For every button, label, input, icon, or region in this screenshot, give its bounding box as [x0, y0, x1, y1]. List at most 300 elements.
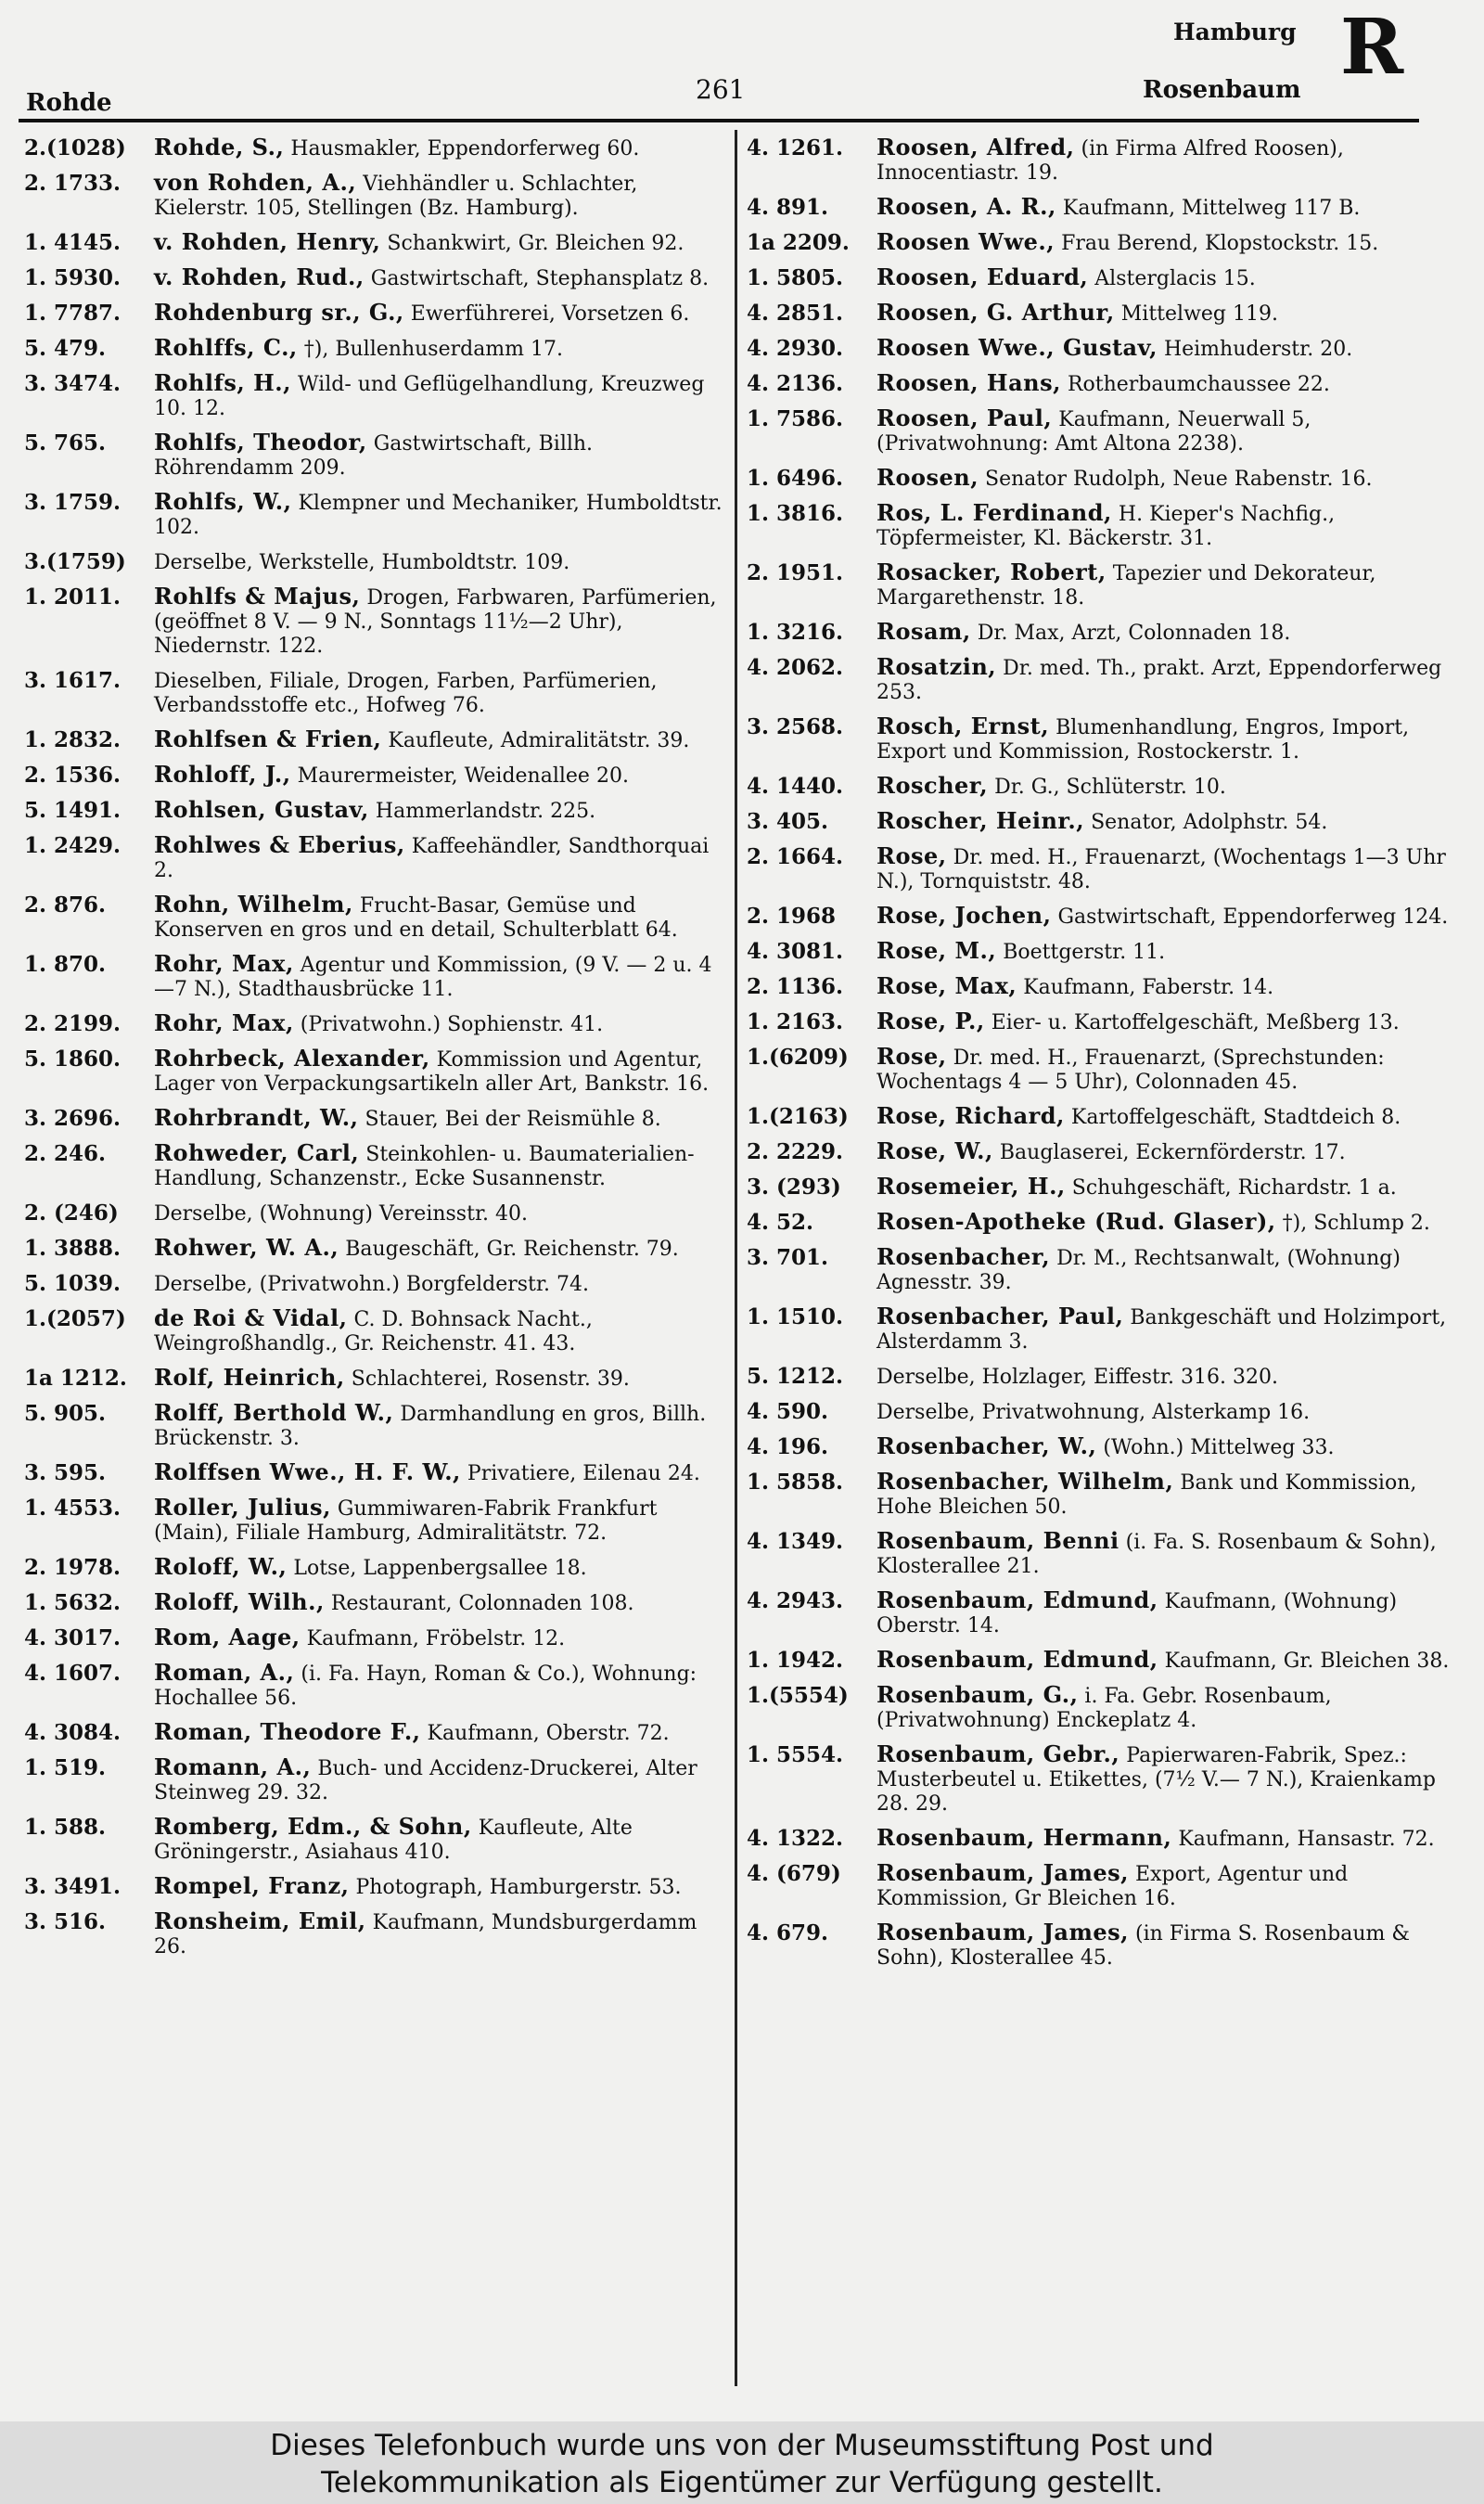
subscriber-name: Romann, A., — [154, 1753, 312, 1780]
subscriber-details: Heimhuderstr. 20. — [1163, 338, 1353, 361]
subscriber-details: Kaufmann, Fröbelstr. 12. — [306, 1627, 566, 1650]
subscriber-name: Rosenbaum, Edmund, — [876, 1646, 1158, 1673]
directory-entry — [24, 1496, 729, 1546]
directory-entry — [747, 336, 1452, 362]
phone-number: 4. 3081. — [747, 939, 844, 964]
subscriber-details: Kaufleute, Alte Gröningerstr., Asiahaus 410. — [154, 1817, 633, 1864]
directory-entry — [24, 230, 729, 256]
directory-entry — [24, 430, 729, 481]
phone-number: 4. 2062. — [747, 655, 844, 680]
phone-number: 3. 701. — [747, 1245, 829, 1270]
subscriber-name: de Roi & Vidal, — [154, 1304, 348, 1331]
subscriber-details: Rotherbaumchaussee 22. — [1067, 373, 1330, 396]
subscriber-name: Rosacker, Robert, — [876, 559, 1107, 585]
subscriber-name: v. Rohden, Henry, — [154, 228, 381, 255]
subscriber-details: Ewerführerei, Vorsetzen 6. — [410, 302, 690, 326]
phone-number: 1. 5805. — [747, 265, 844, 290]
subscriber-details: (in Firma Alfred Roosen), Innocentiastr. 19. — [876, 137, 1344, 185]
subscriber-name: Rohr, Max, — [154, 1009, 294, 1036]
subscriber-details: Kaffeehändler, Sandthorquai 2. — [154, 835, 710, 882]
phone-number: 3. 1759. — [24, 490, 122, 515]
section-letter: R — [1340, 3, 1404, 92]
phone-number: 1. 2163. — [747, 1009, 844, 1034]
subscriber-name: Rosenbaum, Edmund, — [876, 1586, 1158, 1613]
phone-number: 1.(6209) — [747, 1045, 849, 1070]
subscriber-name: Rose, — [876, 842, 947, 869]
subscriber-name: Rosenbaum, Gebr., — [876, 1740, 1120, 1767]
subscriber-name: Rosenbaum, G., — [876, 1681, 1079, 1708]
phone-number: 1. 588. — [24, 1815, 107, 1840]
subscriber-details: Kaufmann, Oberstr. 72. — [427, 1722, 670, 1745]
directory-entry — [747, 1683, 1452, 1733]
column-divider — [735, 130, 737, 2386]
subscriber-details: Kaufmann, Faberstr. 14. — [1023, 976, 1274, 999]
subscriber-details: Schuhgeschäft, Richardstr. 1 a. — [1071, 1176, 1397, 1200]
subscriber-details: Maurermeister, Weidenallee 20. — [297, 764, 629, 788]
directory-entry — [24, 668, 729, 718]
subscriber-details: Senator Rudolph, Neue Rabenstr. 16. — [985, 468, 1373, 491]
subscriber-name: Rohn, Wilhelm, — [154, 891, 353, 918]
directory-entry — [24, 727, 729, 753]
phone-number: 1. 519. — [24, 1755, 107, 1780]
phone-number: 4. 2136. — [747, 371, 844, 396]
subscriber-details: Gastwirtschaft, Billh. Röhrendamm 209. — [154, 432, 594, 480]
subscriber-details: Kaufmann, Mittelweg 117 B. — [1062, 197, 1361, 220]
directory-entry — [747, 1399, 1452, 1425]
phone-number: 3. 1617. — [24, 668, 122, 693]
directory-entry — [747, 195, 1452, 221]
directory-entry — [747, 1364, 1452, 1390]
phone-number: 3. 405. — [747, 809, 829, 834]
phone-number: 2. (246) — [24, 1201, 119, 1226]
subscriber-details: Derselbe, (Wohnung) Vereinsstr. 40. — [154, 1202, 529, 1226]
subscriber-name: Roosen Wwe., Gustav, — [876, 334, 1158, 361]
directory-entry — [747, 501, 1452, 551]
subscriber-name: Rohlfs, H., — [154, 369, 291, 396]
directory-entry — [747, 1245, 1452, 1295]
directory-entry — [24, 265, 729, 291]
city-heading: Hamburg — [1173, 19, 1297, 45]
subscriber-details: (Privatwohn.) Sophienstr. 41. — [300, 1013, 604, 1036]
subscriber-name: Rose, Richard, — [876, 1102, 1065, 1129]
directory-entry — [24, 892, 729, 943]
subscriber-details: Kartoffelgeschäft, Stadtdeich 8. — [1070, 1106, 1401, 1129]
subscriber-details: Gastwirtschaft, Stephansplatz 8. — [370, 267, 710, 290]
subscriber-details: Alsterglacis 15. — [1094, 267, 1256, 290]
phone-number: 5. 905. — [24, 1401, 107, 1426]
phone-number: 4. 3084. — [24, 1720, 122, 1745]
subscriber-name: Rose, P., — [876, 1008, 985, 1034]
directory-entry — [747, 655, 1452, 705]
subscriber-name: Rosch, Ernst, — [876, 713, 1050, 739]
subscriber-name: Rohrbrandt, W., — [154, 1104, 359, 1131]
phone-number: 1. 5858. — [747, 1470, 844, 1495]
phone-number: 2. 2199. — [24, 1011, 122, 1036]
subscriber-details: (in Firma S. Rosenbaum & Sohn), Klosterallee 45. — [876, 1922, 1410, 1970]
phone-number: 4. 1322. — [747, 1826, 844, 1851]
directory-entry — [747, 1304, 1452, 1355]
phone-number: 5. 1039. — [24, 1271, 122, 1296]
phone-number: 4. 1440. — [747, 774, 844, 799]
subscriber-name: Rohlffs, C., — [154, 334, 298, 361]
phone-number: 1. 3888. — [24, 1236, 122, 1261]
page-number: 261 — [696, 74, 746, 105]
subscriber-name: Rohlfs, W., — [154, 488, 292, 515]
subscriber-name: Rosen-Apotheke (Rud. Glaser), — [876, 1208, 1276, 1235]
directory-entry — [24, 952, 729, 1002]
subscriber-name: Rohlfs, Theodor, — [154, 429, 367, 456]
directory-entry — [24, 833, 729, 883]
subscriber-details: †), Schlump 2. — [1282, 1212, 1430, 1235]
phone-number: 1. 2832. — [24, 727, 122, 752]
subscriber-details: Darmhandlung en gros, Billh. Brückenstr. 3. — [154, 1403, 707, 1450]
subscriber-details: Tapezier und Dekorateur, Margarethenstr. 18. — [876, 562, 1376, 610]
subscriber-name: Roloff, W., — [154, 1553, 288, 1580]
subscriber-details: Schlachterei, Rosenstr. 39. — [351, 1368, 630, 1391]
subscriber-details: (Wohn.) Mittelweg 33. — [1103, 1436, 1335, 1459]
directory-entry — [747, 1434, 1452, 1460]
phone-number: 1. 3216. — [747, 620, 844, 645]
phone-number: 1. 2011. — [24, 584, 122, 610]
directory-entry — [747, 1104, 1452, 1130]
directory-entry — [24, 1590, 729, 1616]
subscriber-name: Rolff, Berthold W., — [154, 1399, 394, 1426]
subscriber-name: Roller, Julius, — [154, 1494, 331, 1521]
phone-number: 1. 3816. — [747, 501, 844, 526]
subscriber-name: Roosen, G. Arthur, — [876, 299, 1115, 326]
phone-number: 1. 2429. — [24, 833, 122, 858]
subscriber-details: Kaufmann, Gr. Bleichen 38. — [1164, 1650, 1450, 1673]
directory-entry — [747, 1045, 1452, 1095]
directory-entry — [24, 1271, 729, 1297]
subscriber-details: C. D. Bohnsack Nacht., Weingroßhandlg., Gr. Reichenstr. 41. 43. — [154, 1308, 593, 1355]
directory-entry — [24, 1815, 729, 1865]
subscriber-details: Privatiere, Eilenau 24. — [467, 1462, 700, 1485]
subscriber-name: Rose, Jochen, — [876, 902, 1052, 929]
subscriber-details: Derselbe, Holzlager, Eiffestr. 316. 320. — [876, 1366, 1278, 1389]
phone-number: 4. 52. — [747, 1210, 814, 1235]
footer-line-1: Dieses Telefonbuch wurde uns von der Museumsstiftung Post und — [270, 2429, 1214, 2462]
directory-entry — [747, 774, 1452, 800]
subscriber-details: (i. Fa. Hayn, Roman & Co.), Wohnung: Hochallee 56. — [154, 1663, 697, 1710]
phone-number: 1. 5632. — [24, 1590, 122, 1615]
directory-entry — [747, 809, 1452, 835]
directory-entry — [747, 620, 1452, 646]
subscriber-name: Roloff, Wilh., — [154, 1588, 325, 1615]
subscriber-name: Rohrbeck, Alexander, — [154, 1045, 430, 1072]
phone-number: 2. 876. — [24, 892, 107, 918]
subscriber-name: Rohloff, J., — [154, 761, 291, 788]
phone-number: 2. 1951. — [747, 560, 844, 585]
directory-entry — [747, 1175, 1452, 1201]
phone-number: 3. 3474. — [24, 371, 122, 396]
directory-entry — [24, 1625, 729, 1651]
right-column — [747, 135, 1452, 1980]
subscriber-details: Frucht-Basar, Gemüse und Konserven en gros und en detail, Schulterblatt 64. — [154, 894, 678, 942]
subscriber-details: Kommission und Agentur, Lager von Verpackungsartikeln aller Art, Bankstr. 16. — [154, 1048, 710, 1096]
subscriber-name: Roosen Wwe., — [876, 228, 1055, 255]
subscriber-name: Roosen, Eduard, — [876, 263, 1089, 290]
directory-entry — [24, 1555, 729, 1581]
subscriber-details: Mittelweg 119. — [1120, 302, 1278, 326]
subscriber-details: Kaufmann, (Wohnung) Oberstr. 14. — [876, 1590, 1398, 1637]
subscriber-name: Rohdenburg sr., G., — [154, 299, 404, 326]
subscriber-name: Rom, Aage, — [154, 1624, 301, 1650]
subscriber-name: Rohlfsen & Frien, — [154, 726, 382, 752]
phone-number: 4. 1349. — [747, 1529, 844, 1554]
subscriber-name: Rose, — [876, 1043, 947, 1070]
directory-entry — [747, 560, 1452, 610]
phone-number: 1.(5554) — [747, 1683, 849, 1708]
subscriber-name: Rosenbaum, Benni — [876, 1527, 1119, 1554]
directory-entry — [24, 1201, 729, 1226]
directory-entry — [747, 1529, 1452, 1579]
subscriber-name: Rolffsen Wwe., H. F. W., — [154, 1458, 461, 1485]
subscriber-name: Rosenbacher, Wilhelm, — [876, 1468, 1174, 1495]
directory-entry — [747, 1139, 1452, 1165]
left-running-head: Rohde — [26, 89, 112, 117]
phone-number: 1. 6496. — [747, 466, 844, 491]
directory-entry — [747, 265, 1452, 291]
phone-number: 4. 2943. — [747, 1588, 844, 1613]
directory-entry — [24, 1460, 729, 1486]
phone-number: 4. 891. — [747, 195, 829, 220]
directory-entry — [24, 135, 729, 161]
subscriber-details: Wild- und Geflügelhandlung, Kreuzweg 10. 12. — [154, 373, 705, 420]
subscriber-details: Dr. med. Th., prakt. Arzt, Eppendorferweg 253. — [876, 657, 1442, 704]
directory-entry — [24, 1141, 729, 1191]
header-rule — [19, 119, 1419, 122]
directory-entry — [24, 1755, 729, 1805]
subscriber-details: Bankgeschäft und Holzimport, Alsterdamm 3. — [876, 1306, 1447, 1354]
directory-entry — [747, 1861, 1452, 1911]
subscriber-details: Derselbe, Werkstelle, Humboldtstr. 109. — [154, 551, 570, 574]
subscriber-details: Dr. M., Rechtsanwalt, (Wohnung) Agnesstr. 39. — [876, 1247, 1401, 1294]
directory-entry — [747, 1648, 1452, 1674]
directory-entry — [747, 904, 1452, 930]
footer-notice — [0, 2421, 1484, 2504]
subscriber-name: Roscher, Heinr., — [876, 807, 1085, 834]
subscriber-name: Rohde, S., — [154, 134, 285, 161]
left-column — [24, 135, 729, 1969]
directory-entry — [747, 844, 1452, 894]
phone-number: 1a 1212. — [24, 1366, 127, 1391]
subscriber-details: i. Fa. Gebr. Rosenbaum, (Privatwohnung) Enckeplatz 4. — [876, 1685, 1332, 1732]
directory-entry — [747, 406, 1452, 456]
subscriber-details: Kaufleute, Admiralitätstr. 39. — [388, 729, 690, 752]
subscriber-name: v. Rohden, Rud., — [154, 263, 365, 290]
subscriber-details: Derselbe, Privatwohnung, Alsterkamp 16. — [876, 1401, 1311, 1424]
phone-number: 3.(1759) — [24, 549, 126, 574]
phone-number: 5. 1860. — [24, 1047, 122, 1072]
phone-number: 2. 1136. — [747, 974, 844, 999]
phone-number: 4. (679) — [747, 1861, 841, 1886]
directory-entry — [747, 1826, 1452, 1852]
subscriber-name: Roman, A., — [154, 1659, 295, 1686]
directory-entry — [24, 336, 729, 362]
subscriber-name: Rosenbaum, James, — [876, 1919, 1130, 1945]
subscriber-name: Rosenbaum, James, — [876, 1859, 1130, 1886]
subscriber-name: Roosen, Hans, — [876, 369, 1061, 396]
subscriber-details: Derselbe, (Privatwohn.) Borgfelderstr. 74. — [154, 1273, 589, 1296]
subscriber-details: Steinkohlen- u. Baumaterialien-Handlung, Schanzenstr., Ecke Susannenstr. — [154, 1143, 695, 1190]
directory-entry — [24, 1366, 729, 1392]
subscriber-details: Hammerlandstr. 225. — [375, 800, 596, 823]
directory-entry — [747, 1588, 1452, 1638]
subscriber-details: Agentur und Kommission, (9 V. — 2 u. 4—7 N.), Stadthausbrücke 11. — [154, 954, 712, 1001]
phone-number: 2. 1968 — [747, 904, 837, 929]
phone-number: 5. 1491. — [24, 798, 122, 823]
phone-number: 1. 1510. — [747, 1304, 844, 1329]
subscriber-details: Photograph, Hamburgerstr. 53. — [355, 1876, 682, 1899]
directory-entry — [24, 798, 729, 824]
subscriber-name: Rose, Max, — [876, 972, 1017, 999]
phone-number: 3. 595. — [24, 1460, 107, 1485]
subscriber-details: Stauer, Bei der Reismühle 8. — [365, 1108, 661, 1131]
phone-number: 2. 1733. — [24, 171, 122, 196]
subscriber-name: Rosenbaum, Hermann, — [876, 1824, 1172, 1851]
subscriber-name: Rosemeier, H., — [876, 1173, 1066, 1200]
subscriber-name: Rosenbacher, — [876, 1243, 1051, 1270]
subscriber-details: Klempner und Mechaniker, Humboldtstr. 102. — [154, 492, 723, 539]
phone-number: 4. 2930. — [747, 336, 844, 361]
subscriber-details: Dr. G., Schlüterstr. 10. — [994, 776, 1226, 799]
subscriber-details: †), Bullenhuserdamm 17. — [303, 338, 564, 361]
subscriber-details: Buch- und Accidenz-Druckerei, Alter Steinweg 29. 32. — [154, 1757, 697, 1804]
subscriber-details: Frau Berend, Klopstockstr. 15. — [1061, 232, 1379, 255]
directory-entry — [24, 1909, 729, 1959]
directory-entry — [24, 1874, 729, 1900]
phone-number: 2. 2229. — [747, 1139, 844, 1164]
subscriber-name: Rosatzin, — [876, 653, 997, 680]
phone-number: 4. 1261. — [747, 135, 844, 161]
phone-number: 1. 870. — [24, 952, 107, 977]
subscriber-name: Rohlfs & Majus, — [154, 583, 361, 610]
subscriber-details: Boettgerstr. 11. — [1003, 941, 1166, 964]
phone-number: 4. 679. — [747, 1920, 829, 1945]
subscriber-details: Dr. med. H., Frauenarzt, (Wochentags 1—3 Uhr N.), Tornquiststr. 48. — [876, 846, 1446, 893]
subscriber-name: Rolf, Heinrich, — [154, 1364, 345, 1391]
phone-number: 5. 1212. — [747, 1364, 844, 1389]
subscriber-name: Rose, M., — [876, 937, 997, 964]
phone-number: 4. 1607. — [24, 1661, 122, 1686]
subscriber-name: Roosen, Alfred, — [876, 134, 1075, 161]
subscriber-details: Blumenhandlung, Engros, Import, Export und Kommission, Rostockerstr. 1. — [876, 716, 1410, 764]
phone-number: 5. 765. — [24, 430, 107, 456]
phone-number: 1. 1942. — [747, 1648, 844, 1673]
subscriber-details: Dr. Max, Arzt, Colonnaden 18. — [977, 622, 1291, 645]
phone-number: 3. 516. — [24, 1909, 107, 1934]
subscriber-name: Rosenbacher, Paul, — [876, 1303, 1124, 1329]
subscriber-details: Gummiwaren-Fabrik Frankfurt (Main), Filiale Hamburg, Admiralitätstr. 72. — [154, 1497, 658, 1545]
subscriber-name: Roosen, Paul, — [876, 404, 1053, 431]
subscriber-details: Baugeschäft, Gr. Reichenstr. 79. — [345, 1238, 679, 1261]
subscriber-name: Rohlsen, Gustav, — [154, 796, 369, 823]
directory-entry — [747, 714, 1452, 764]
subscriber-name: Rohweder, Carl, — [154, 1139, 360, 1166]
phone-number: 2. 246. — [24, 1141, 107, 1166]
phone-number: 3. 2696. — [24, 1106, 122, 1131]
directory-entry — [747, 974, 1452, 1000]
subscriber-details: Kaufmann, Neuerwall 5, (Privatwohnung: Amt Altona 2238). — [876, 408, 1311, 456]
directory-entry — [747, 1920, 1452, 1971]
subscriber-details: Bank und Kommission, Hohe Bleichen 50. — [876, 1471, 1417, 1519]
phone-number: 1.(2057) — [24, 1306, 126, 1331]
phone-number: 1. 4145. — [24, 230, 122, 255]
subscriber-details: Bauglaserei, Eckernförderstr. 17. — [999, 1141, 1346, 1164]
phone-number: 1. 5554. — [747, 1742, 844, 1767]
subscriber-details: Export, Agentur und Kommission, Gr Bleichen 16. — [876, 1863, 1349, 1910]
phone-number: 2.(1028) — [24, 135, 126, 161]
directory-entry — [747, 371, 1452, 397]
subscriber-name: Roosen, — [876, 464, 979, 491]
phone-number: 2. 1978. — [24, 1555, 122, 1580]
subscriber-name: Rosam, — [876, 618, 971, 645]
subscriber-name: Rosenbacher, W., — [876, 1432, 1097, 1459]
phone-number: 3. 2568. — [747, 714, 844, 739]
subscriber-name: von Rohden, A., — [154, 169, 357, 196]
subscriber-details: Dieselben, Filiale, Drogen, Farben, Parfümerien, Verbandsstoffe etc., Hofweg 76. — [154, 670, 658, 717]
directory-entry — [747, 135, 1452, 186]
directory-entry — [747, 466, 1452, 492]
subscriber-name: Rohlwes & Eberius, — [154, 831, 405, 858]
subscriber-name: Rohr, Max, — [154, 950, 294, 977]
subscriber-details: (i. Fa. S. Rosenbaum & Sohn), Klosterallee 21. — [876, 1531, 1437, 1578]
directory-entry — [24, 171, 729, 221]
subscriber-details: Eier- u. Kartoffelgeschäft, Meßberg 13. — [991, 1011, 1400, 1034]
directory-entry — [24, 490, 729, 540]
directory-entry — [747, 1210, 1452, 1236]
right-running-head: Rosenbaum — [1143, 76, 1301, 104]
phone-number: 4. 196. — [747, 1434, 829, 1459]
subscriber-name: Roscher, — [876, 772, 989, 799]
directory-entry — [24, 1011, 729, 1037]
directory-entry — [24, 1401, 729, 1451]
subscriber-name: Rose, W., — [876, 1137, 993, 1164]
subscriber-details: Lotse, Lappenbergsallee 18. — [293, 1557, 587, 1580]
subscriber-name: Rohwer, W. A., — [154, 1234, 339, 1261]
directory-entry — [24, 1306, 729, 1356]
subscriber-name: Romberg, Edm., & Sohn, — [154, 1813, 472, 1840]
phone-number: 2. 1536. — [24, 763, 122, 788]
phone-number: 4. 3017. — [24, 1625, 122, 1650]
directory-entry — [24, 1720, 729, 1746]
directory-entry — [24, 1047, 729, 1097]
directory-entry — [24, 1236, 729, 1262]
directory-entry — [24, 371, 729, 421]
subscriber-details: H. Kieper's Nachfig., Töpfermeister, Kl. Bäckerstr. 31. — [876, 503, 1336, 550]
subscriber-name: Rompel, Franz, — [154, 1872, 350, 1899]
phone-number: 3. 3491. — [24, 1874, 122, 1899]
subscriber-details: Hausmakler, Eppendorferweg 60. — [290, 137, 640, 161]
phone-number: 4. 2851. — [747, 301, 844, 326]
directory-entry — [24, 1661, 729, 1711]
directory-entry — [747, 301, 1452, 327]
subscriber-details: Papierwaren-Fabrik, Spez.: Musterbeutel u. Etikettes, (7½ V.— 7 N.), Kraienkamp 28. 29. — [876, 1744, 1436, 1816]
subscriber-details: Schankwirt, Gr. Bleichen 92. — [387, 232, 684, 255]
directory-entry — [24, 549, 729, 575]
subscriber-details: Kaufmann, Mundsburgerdamm 26. — [154, 1911, 697, 1958]
directory-entry — [24, 301, 729, 327]
subscriber-name: Roman, Theodore F., — [154, 1718, 421, 1745]
subscriber-details: Drogen, Farbwaren, Parfümerien, (geöffnet 8 V. — 9 N., Sonntags 11½—2 Uhr), Niedernstr. 122. — [154, 586, 717, 658]
directory-entry — [747, 939, 1452, 965]
subscriber-name: Roosen, A. R., — [876, 193, 1056, 220]
phone-number: 2. 1664. — [747, 844, 844, 869]
phone-number: 5. 479. — [24, 336, 107, 361]
directory-entry — [747, 1470, 1452, 1520]
subscriber-details: Senator, Adolphstr. 54. — [1091, 811, 1328, 834]
